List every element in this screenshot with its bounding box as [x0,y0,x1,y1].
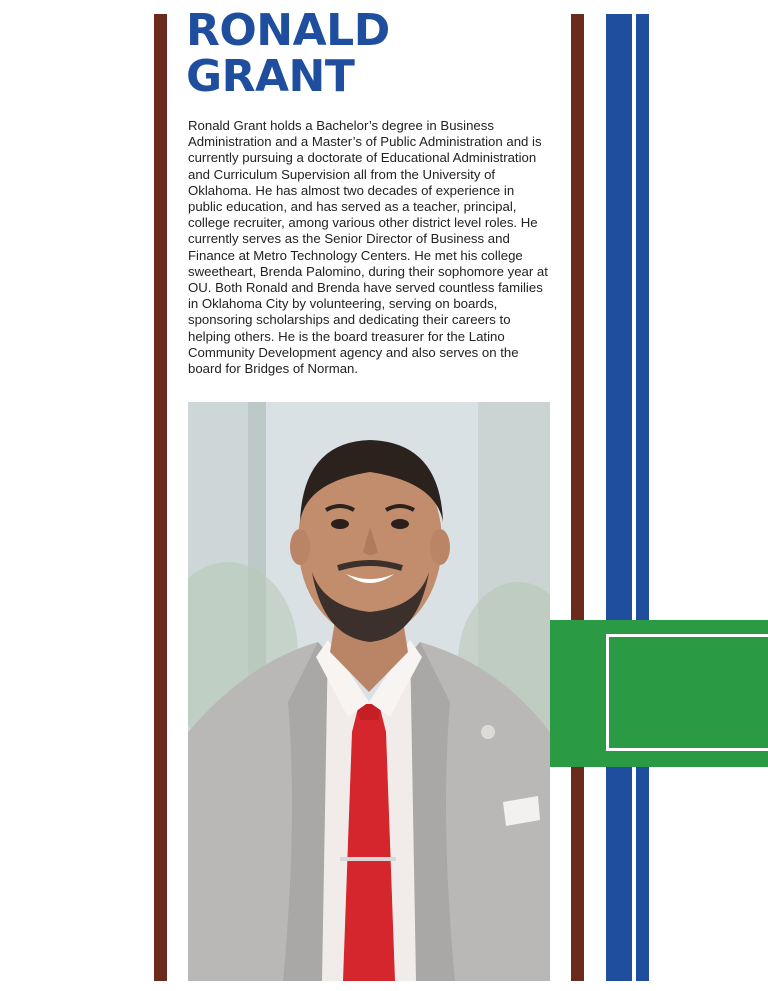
profile-bio: Ronald Grant holds a Bachelor’s degree in Business Administration and a Master’s of Public Administration and is currently pursuing a doctorate of Educational Administration and Curriculum Supervision all from the University of Oklahoma. He has almost two decades of experience in public education, and has served as a teacher, principal, college recruiter, among various other district level roles. He currently serves as the Senior Director of Business and Finance at Metro Technology Centers. He met his college sweetheart, Brenda Palomino, during their sophomore year at OU. Both Ronald and Brenda have served countless families in Oklahoma City by volunteering, serving on boards, sponsoring scholarships and dedicating their careers to helping others. He is the board treasurer for the Latino Community Development agency and also serves on the board for Bridges of Norman. [188,118,548,377]
brown-stripe-left [154,14,167,981]
blue-stripe-wide [606,14,632,981]
portrait-illustration [188,402,550,981]
brown-stripe-right [571,14,584,981]
portrait-photo [188,402,550,981]
blue-stripe-narrow [636,14,649,981]
green-accent-frame [606,634,768,751]
name-line-1: RONALD [186,5,390,56]
profile-name [186,5,390,102]
name-line-2: GRANT [186,51,355,102]
